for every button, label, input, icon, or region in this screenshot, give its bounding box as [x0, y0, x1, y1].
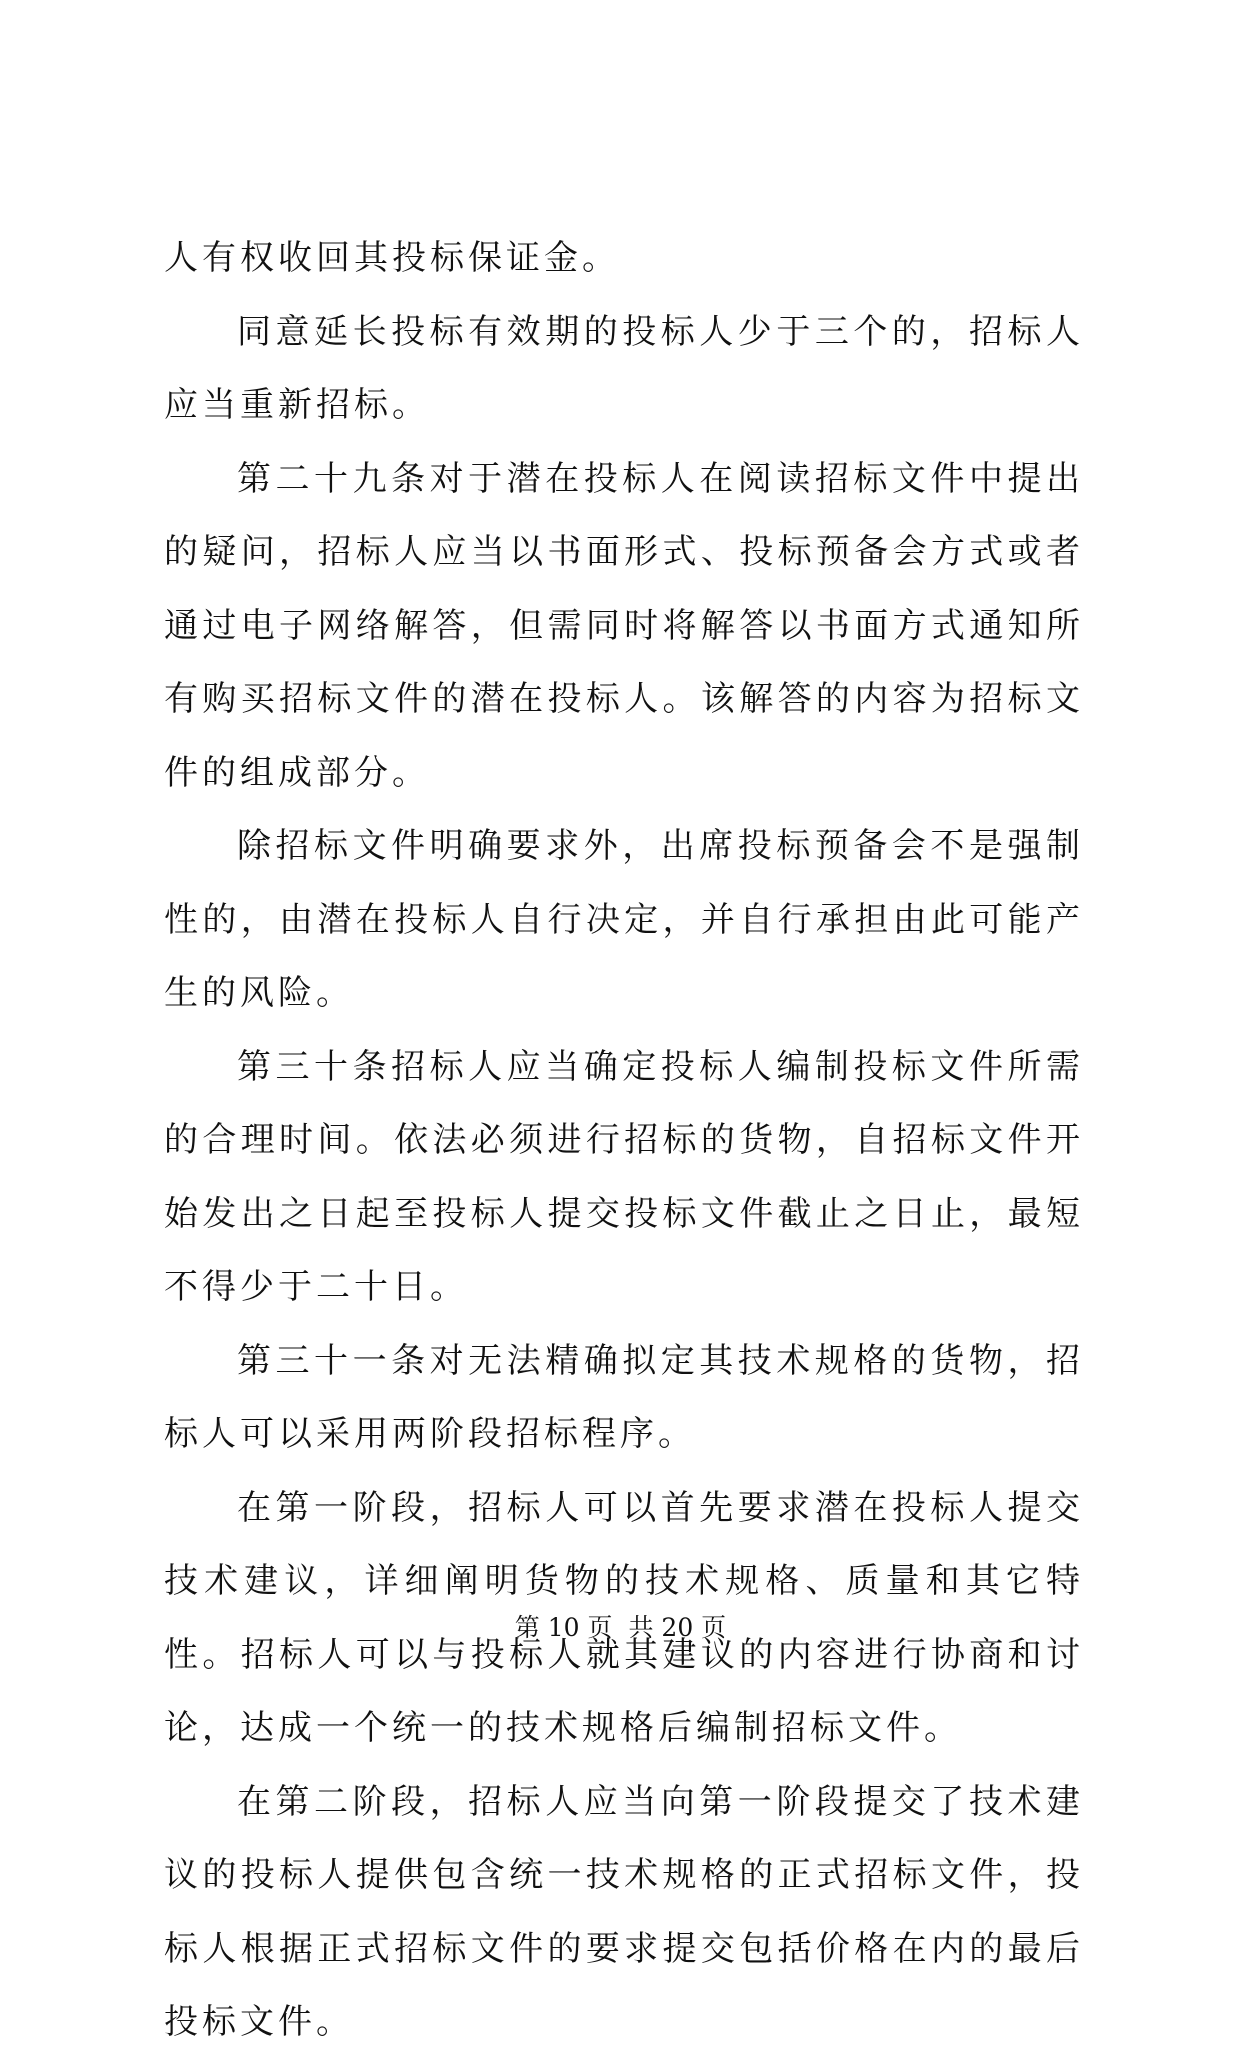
paragraph-extension-rule: 同意延长投标有效期的投标人少于三个的，招标人应当重新招标。: [164, 311, 1084, 425]
page-total: 共 20 页: [628, 1613, 727, 1642]
paragraph-continuation: 人有权收回其投标保证金。: [164, 238, 620, 278]
page-number: 第 10 页: [514, 1613, 613, 1642]
paragraph-article-30: 第三十条招标人应当确定投标人编制投标文件所需的合理时间。依法必须进行招标的货物，自招标文件开始发出之日起至投标人提交投标文件截止之日止，最短不得少于二十日。: [164, 1046, 1084, 1307]
paragraph-stage-one: 在第一阶段，招标人可以首先要求潜在投标人提交技术建议，详细阐明货物的技术规格、质量和其它特性。招标人可以与投标人就其建议的内容进行协商和讨论，达成一个统一的技术规格后编制招标文件。: [164, 1487, 1084, 1748]
paragraph-stage-two: 在第二阶段，招标人应当向第一阶段提交了技术建议的投标人提供包含统一技术规格的正式招标文件，投标人根据正式招标文件的要求提交包括价格在内的最后投标文件。: [164, 1781, 1084, 2042]
paragraph-article-31: 第三十一条对无法精确拟定其技术规格的货物，招标人可以采用两阶段招标程序。: [164, 1340, 1084, 1454]
document-body: [164, 222, 1084, 2060]
page-footer: [0, 1613, 1241, 1643]
paragraph-article-29: 第二十九条对于潜在投标人在阅读招标文件中提出的疑问，招标人应当以书面形式、投标预备会方式或者通过电子网络解答，但需同时将解答以书面方式通知所有购买招标文件的潜在投标人。该解答的内容为招标文件的组成部分。: [164, 458, 1084, 793]
paragraph-prebid-meeting: 除招标文件明确要求外，出席投标预备会不是强制性的，由潜在投标人自行决定，并自行承担由此可能产生的风险。: [164, 826, 1084, 1013]
